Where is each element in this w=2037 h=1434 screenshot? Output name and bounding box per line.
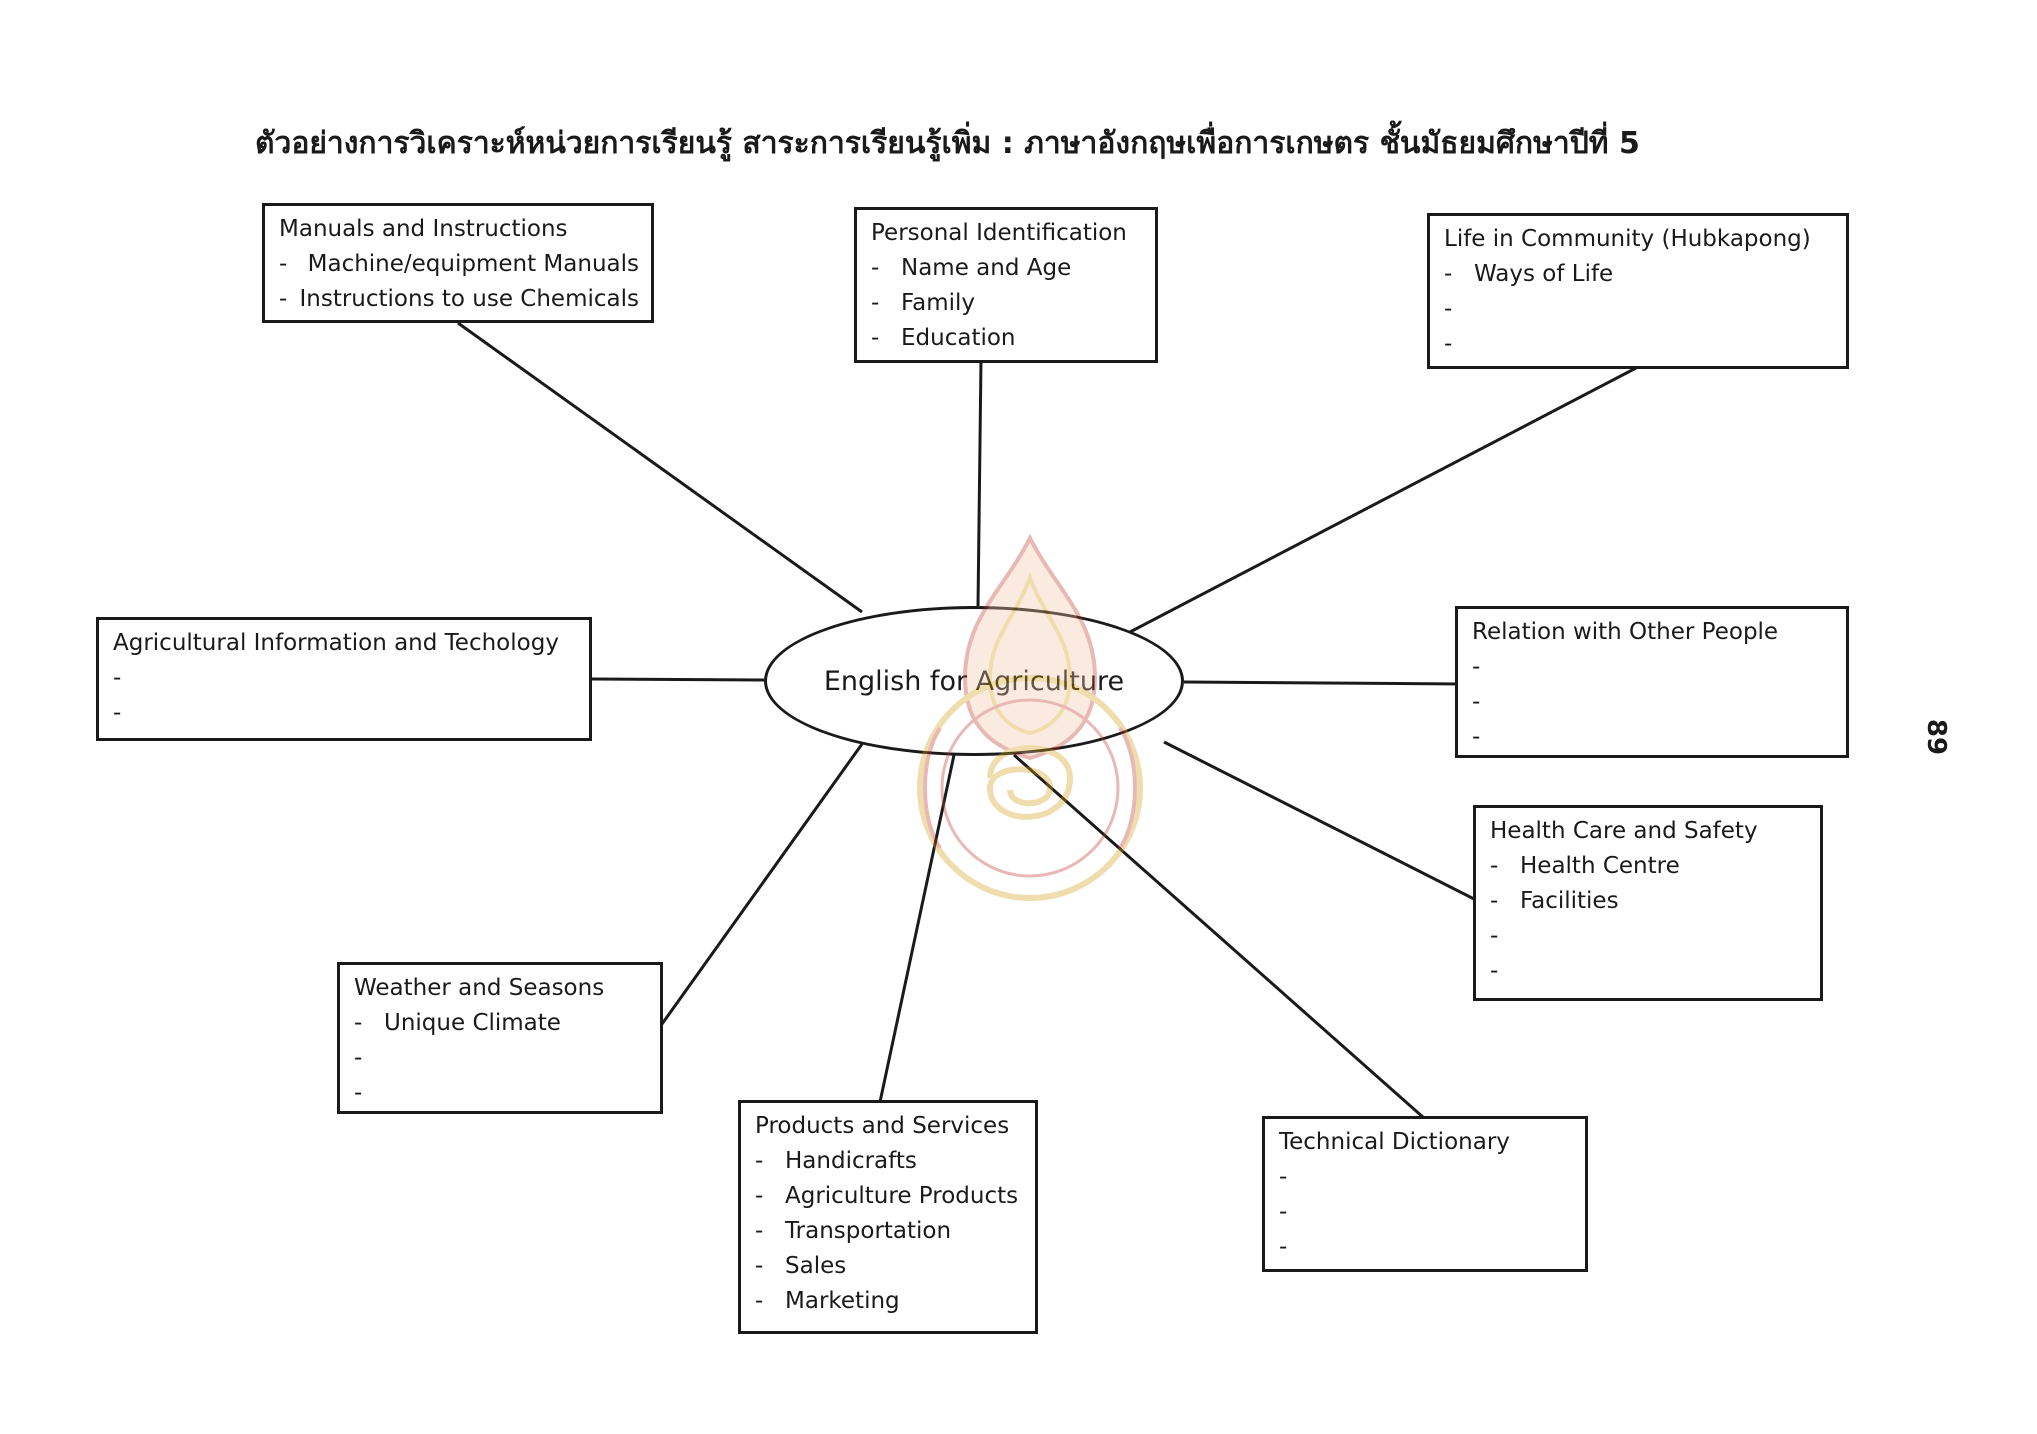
list-item: -	[1490, 958, 1499, 984]
list-item: -	[1472, 689, 1481, 715]
edge-manuals	[458, 323, 862, 612]
list-item: -	[354, 1080, 363, 1106]
list-item: - Family	[871, 290, 976, 316]
edge-agri-info	[592, 679, 764, 680]
list-item: - Transportation	[755, 1218, 952, 1244]
node-weather-title: Weather and Seasons	[354, 975, 605, 1001]
list-item: -	[1490, 923, 1499, 949]
page-title: ตัวอย่างการวิเคราะห์หน่วยการเรียนรู้ สาระการเรียนรู้เพิ่ม : ภาษาอังกฤษเพื่อการเกษตร ชั้นมัธยมศึกษาปีที่ 5	[255, 126, 1640, 161]
node-health	[1473, 805, 1823, 1001]
edge-products	[880, 755, 954, 1102]
list-item: - Marketing	[755, 1288, 900, 1314]
list-item: -	[1279, 1164, 1288, 1190]
list-item: -	[1279, 1234, 1288, 1260]
list-item: - Instructions to use Chemicals	[279, 286, 639, 312]
node-products-title: Products and Services	[755, 1113, 1010, 1139]
list-item: - Sales	[755, 1253, 847, 1279]
page-number: 89	[1921, 718, 1952, 756]
list-item: -	[113, 700, 122, 726]
node-technical-title: Technical Dictionary	[1279, 1129, 1510, 1155]
edge-personal	[978, 360, 981, 606]
list-item: - Name and Age	[871, 255, 1072, 281]
list-item: -	[1444, 296, 1453, 322]
list-item: - Education	[871, 325, 1016, 351]
list-item: - Ways of Life	[1444, 261, 1614, 287]
list-item: - Agriculture Products	[755, 1183, 1019, 1209]
list-item: -	[354, 1045, 363, 1071]
node-relation-title: Relation with Other People	[1472, 619, 1779, 645]
edge-relation	[1184, 682, 1462, 684]
list-item: -	[1472, 654, 1481, 680]
node-community	[1427, 213, 1849, 369]
node-technical	[1262, 1116, 1588, 1272]
edge-weather	[662, 744, 862, 1024]
list-item: -	[113, 665, 122, 691]
node-manuals	[262, 203, 654, 323]
list-item: - Machine/equipment Manuals	[279, 251, 639, 277]
node-personal	[854, 207, 1158, 363]
list-item: -	[1444, 331, 1453, 357]
list-item: - Health Centre	[1490, 853, 1680, 879]
node-products	[738, 1100, 1038, 1334]
edge-technical	[1014, 755, 1424, 1118]
node-relation	[1455, 606, 1849, 758]
node-weather	[337, 962, 663, 1114]
edge-community	[1130, 368, 1636, 632]
node-health-title: Health Care and Safety	[1490, 818, 1758, 844]
node-community-title: Life in Community (Hubkapong)	[1444, 226, 1811, 252]
node-personal-title: Personal Identification	[871, 220, 1127, 246]
edge-health	[1164, 742, 1480, 902]
list-item: -	[1279, 1199, 1288, 1225]
list-item: -	[1472, 724, 1481, 750]
node-agri-info-title: Agricultural Information and Techology	[113, 630, 559, 656]
list-item: - Facilities	[1490, 888, 1619, 914]
center-node	[764, 606, 1184, 756]
center-node-label: English for Agriculture	[823, 665, 1125, 697]
node-manuals-title: Manuals and Instructions	[279, 216, 568, 242]
node-agri-info	[96, 617, 592, 741]
list-item: - Handicrafts	[755, 1148, 917, 1174]
list-item: - Unique Climate	[354, 1010, 561, 1036]
